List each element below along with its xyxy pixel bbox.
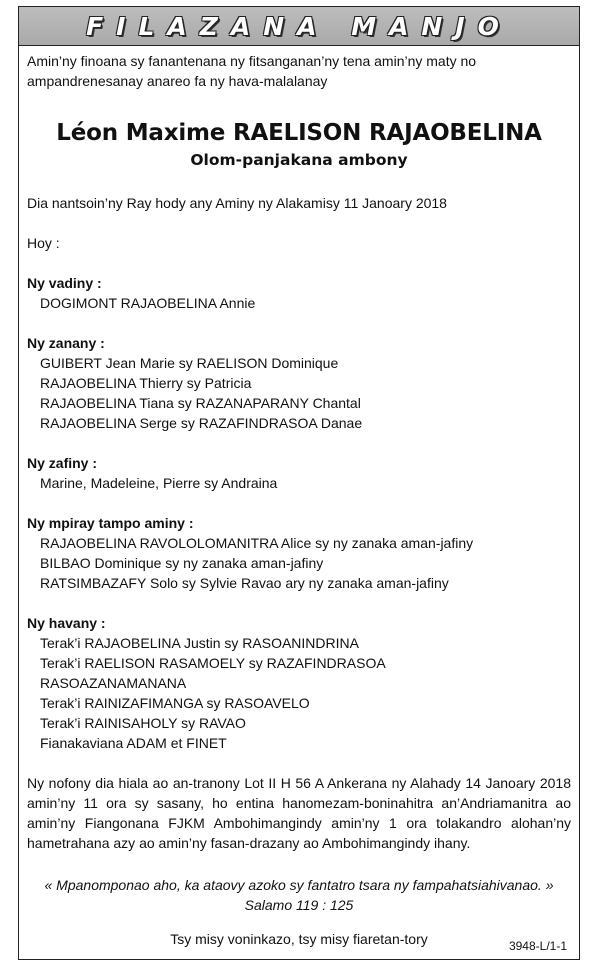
- section-siblings: [27, 513, 571, 593]
- banner-title: FILAZANA MANJO: [86, 11, 512, 41]
- section-title: Ny zanany :: [27, 335, 105, 351]
- section-spouse: [27, 273, 571, 313]
- family-member: BILBAO Dominique sy ny zanaka aman-jafiny: [40, 555, 324, 571]
- section-title: Ny havany :: [27, 615, 106, 631]
- section-title: Ny zafiny :: [27, 455, 98, 471]
- family-member: RAJAOBELINA Thierry sy Patricia: [40, 375, 252, 391]
- family-member: Terak’i RAINIZAFIMANGA sy RASOAVELO: [40, 695, 310, 711]
- hoy-label: Hoy :: [27, 235, 60, 251]
- deceased-title: Olom-panjakana ambony: [190, 151, 408, 169]
- notice-banner: [19, 7, 579, 46]
- death-notice: Dia nantsoin’ny Ray hody any Aminy ny Alakamisy 11 Janoary 2018: [27, 195, 447, 211]
- scripture-reference: Salamo 119 : 125: [244, 897, 354, 913]
- section-title: Ny mpiray tampo aminy :: [27, 515, 194, 531]
- scripture-quote: « Mpanomponao aho, ka ataovy azoko sy fantatro tsara ny fampahatsiahivanao. »: [44, 877, 554, 893]
- family-member: Terak’i RAJAOBELINA Justin sy RASOANINDRINA: [40, 635, 359, 651]
- section-title: Ny vadiny :: [27, 275, 102, 291]
- deceased-name: Léon Maxime RAELISON RAJAOBELINA: [56, 120, 542, 146]
- funeral-details: Ny nofony dia hiala ao an-tranony Lot II H 56 A Ankerana ny Alahady 14 Janoary 2018 amin’ny 11 ora sy sasany, ho entina hanomezam-boninahitra an’Andriamanitra ao amin’ny Fiangonana FJKM Ambohimangindy amin’ny 1 ora tolakandro alohan’ny hametrahana azy ao amin’ny fasan-drazany ao Ambohimangindy ihany.: [27, 775, 571, 851]
- footer-note: Tsy misy voninkazo, tsy misy fiaretan-tory: [170, 931, 428, 947]
- family-member: Fianakaviana ADAM et FINET: [40, 735, 227, 751]
- family-member: RAJAOBELINA Tiana sy RAZANAPARANY Chantal: [40, 395, 361, 411]
- family-member: Terak’i RAINISAHOLY sy RAVAO: [40, 715, 246, 731]
- notice-content: [27, 51, 571, 949]
- intro-text: Amin’ny finoana sy fanantenana ny fitsanganan’ny tena amin’ny maty no ampandrenesanay anareo fa ny hava-malalanay: [27, 53, 477, 89]
- notice-frame: [18, 6, 580, 960]
- family-member: Terak’i RAELISON RASAMOELY sy RAZAFINDRASOA: [40, 655, 386, 671]
- section-grandchildren: [27, 453, 571, 493]
- family-member: RATSIMBAZAFY Solo sy Sylvie Ravao ary ny zanaka aman-jafiny: [40, 575, 449, 591]
- reference-code: 3948-L/1-1: [508, 939, 567, 953]
- section-children: [27, 333, 571, 433]
- family-member: GUIBERT Jean Marie sy RAELISON Dominique: [40, 355, 339, 371]
- family-member: DOGIMONT RAJAOBELINA Annie: [40, 295, 256, 311]
- family-member: RAJAOBELINA Serge sy RAZAFINDRASOA Danae: [40, 415, 363, 431]
- family-member: RAJAOBELINA RAVOLOLOMANITRA Alice sy ny zanaka aman-jafiny: [40, 535, 474, 551]
- family-member: RASOAZANAMANANA: [40, 675, 187, 691]
- family-member: Marine, Madeleine, Pierre sy Andraina: [40, 475, 278, 491]
- section-relatives: [27, 613, 571, 753]
